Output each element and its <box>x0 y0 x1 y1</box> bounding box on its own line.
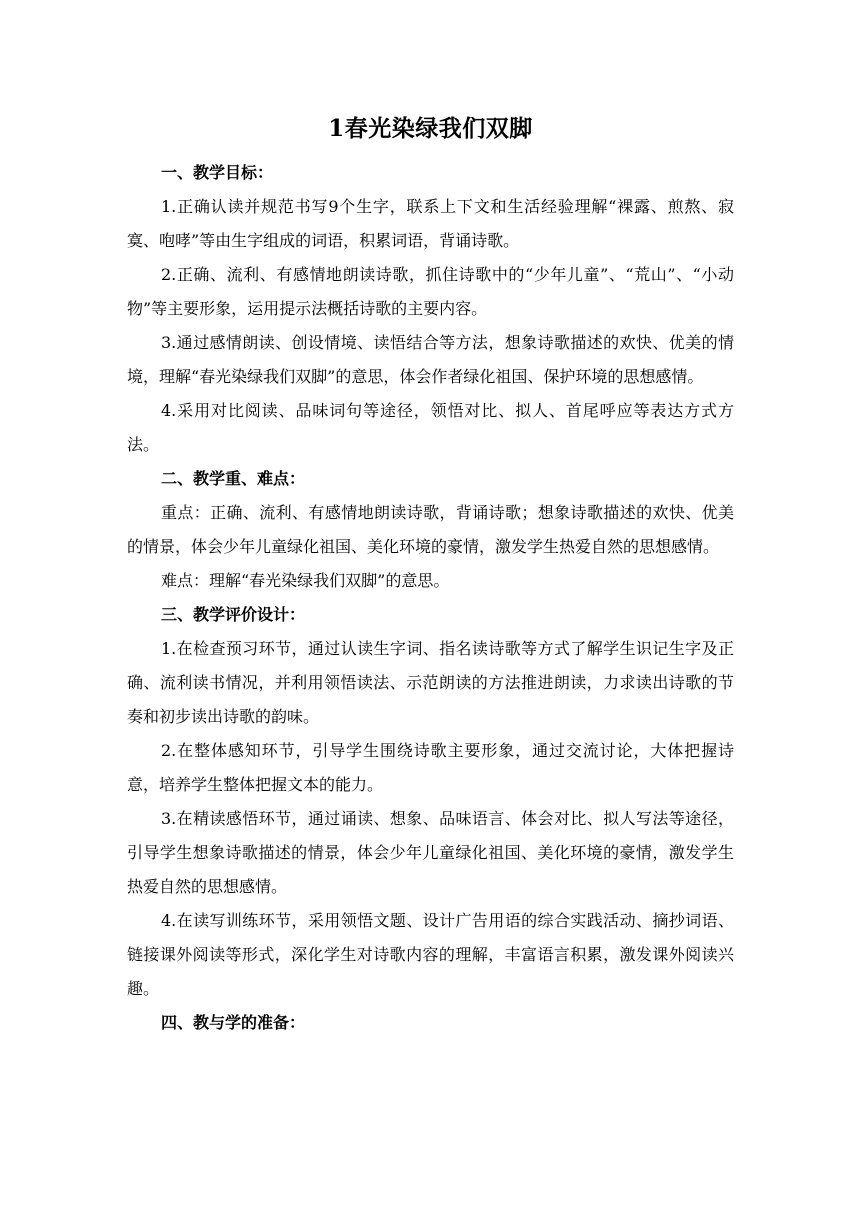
paragraph: 3.通过感情朗读、创设情境、读悟结合等方法，想象诗歌描述的欢快、优美的情境，理解“春光染绿我们双脚”的意思，体会作者绿化祖国、保护环境的思想感情。 <box>127 333 734 386</box>
section-heading: 三、教学评价设计： <box>161 605 306 624</box>
section-key-difficult-points <box>127 462 734 598</box>
document-body <box>127 112 734 1040</box>
paragraph: 2.正确、流利、有感情地朗读诗歌，抓住诗歌中的“少年儿童”、“荒山”、“小动物”等主要形象，运用提示法概括诗歌的主要内容。 <box>127 265 734 318</box>
paragraph: 1.在检查预习环节，通过认读生字词、指名读诗歌等方式了解学生识记生字及正确、流利读书情况，并利用领悟读法、示范朗读的方法推进朗读，力求读出诗歌的节奏和初步读出诗歌的韵味。 <box>127 639 734 726</box>
paragraph: 1.正确认读并规范书写9个生字，联系上下文和生活经验理解“裸露、煎熬、寂寞、咆哮”等由生字组成的词语，积累词语，背诵诗歌。 <box>127 197 734 250</box>
paragraph: 3.在精读感悟环节，通过诵读、想象、品味语言、体会对比、拟人写法等途径，引导学生想象诗歌描述的情景，体会少年儿童绿化祖国、美化环境的豪情，激发学生热爱自然的思想感情。 <box>127 809 734 896</box>
paragraph: 4.采用对比阅读、品味词句等途径，领悟对比、拟人、首尾呼应等表达方式方法。 <box>127 401 734 454</box>
section-heading: 一、教学目标： <box>161 163 274 182</box>
section-evaluation-design <box>127 598 734 1006</box>
paragraph: 4.在读写训练环节，采用领悟文题、设计广告用语的综合实践活动、摘抄词语、链接课外阅读等形式，深化学生对诗歌内容的理解，丰富语言积累，激发课外阅读兴趣。 <box>127 911 734 998</box>
document-title: 1春光染绿我们双脚 <box>328 115 533 142</box>
section-heading: 二、教学重、难点： <box>161 469 306 488</box>
section-teaching-goals <box>127 156 734 462</box>
paragraph: 难点：理解“春光染绿我们双脚”的意思。 <box>161 571 450 590</box>
paragraph: 重点：正确、流利、有感情地朗读诗歌，背诵诗歌；想象诗歌描述的欢快、优美的情景，体会少年儿童绿化祖国、美化环境的豪情，激发学生热爱自然的思想感情。 <box>127 503 734 556</box>
section-preparation <box>127 1006 734 1040</box>
section-heading: 四、教与学的准备： <box>161 1013 306 1032</box>
paragraph: 2.在整体感知环节，引导学生围绕诗歌主要形象，通过交流讨论，大体把握诗意，培养学生整体把握文本的能力。 <box>127 741 734 794</box>
